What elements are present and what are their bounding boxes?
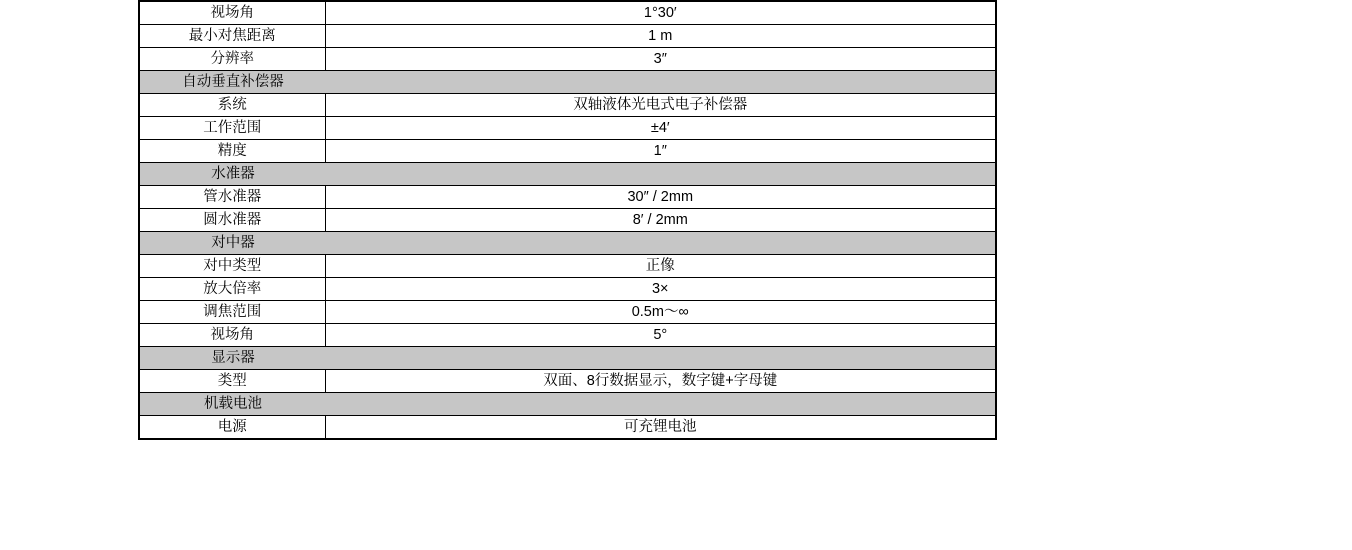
spec-value: 5° xyxy=(325,324,996,347)
spec-label: 类型 xyxy=(139,370,325,393)
spec-value: 双面、8行数据显示，数字键+字母键 xyxy=(325,370,996,393)
spec-row xyxy=(139,94,996,117)
section-header-label: 自动垂直补偿器 xyxy=(182,74,284,90)
spec-value: 0.5m～∞ xyxy=(325,301,996,324)
spec-row xyxy=(139,370,996,393)
section-header-row xyxy=(139,232,996,255)
spec-row xyxy=(139,278,996,301)
spec-value: 正像 xyxy=(325,255,996,278)
section-header-cell xyxy=(139,163,996,186)
spec-row xyxy=(139,255,996,278)
section-header-label: 显示器 xyxy=(211,350,255,366)
spec-row xyxy=(139,25,996,48)
spec-row xyxy=(139,1,996,25)
spec-label: 分辨率 xyxy=(139,48,325,71)
spec-label: 管水准器 xyxy=(139,186,325,209)
section-header-label: 对中器 xyxy=(211,235,255,251)
spec-row xyxy=(139,416,996,440)
section-header-label: 机载电池 xyxy=(204,396,262,412)
spec-value: 30″ / 2mm xyxy=(325,186,996,209)
spec-value: 1°30′ xyxy=(325,1,996,25)
spec-label: 视场角 xyxy=(139,324,325,347)
section-header-row xyxy=(139,71,996,94)
spec-label: 圆水准器 xyxy=(139,209,325,232)
spec-row xyxy=(139,301,996,324)
spec-row xyxy=(139,140,996,163)
spec-label: 最小对焦距离 xyxy=(139,25,325,48)
spec-label: 系统 xyxy=(139,94,325,117)
spec-value: 1 m xyxy=(325,25,996,48)
section-header-cell xyxy=(139,393,996,416)
spec-label: 工作范围 xyxy=(139,117,325,140)
section-header-cell xyxy=(139,71,996,94)
section-header-row xyxy=(139,347,996,370)
spec-row xyxy=(139,48,996,71)
spec-label: 调焦范围 xyxy=(139,301,325,324)
spec-label: 视场角 xyxy=(139,1,325,25)
spec-value: 可充锂电池 xyxy=(325,416,996,440)
spec-row xyxy=(139,209,996,232)
spec-label: 精度 xyxy=(139,140,325,163)
spec-label: 对中类型 xyxy=(139,255,325,278)
spec-row xyxy=(139,324,996,347)
spec-label: 电源 xyxy=(139,416,325,440)
spec-value: 双轴液体光电式电子补偿器 xyxy=(325,94,996,117)
spec-value: ±4′ xyxy=(325,117,996,140)
spec-row xyxy=(139,117,996,140)
section-header-row xyxy=(139,163,996,186)
spec-value: 3″ xyxy=(325,48,996,71)
section-header-row xyxy=(139,393,996,416)
section-header-label: 水准器 xyxy=(211,166,255,182)
spec-value: 8′ / 2mm xyxy=(325,209,996,232)
spec-value: 3× xyxy=(325,278,996,301)
section-header-cell xyxy=(139,347,996,370)
section-header-cell xyxy=(139,232,996,255)
spec-label: 放大倍率 xyxy=(139,278,325,301)
spec-table xyxy=(138,0,997,440)
spec-row xyxy=(139,186,996,209)
spec-value: 1″ xyxy=(325,140,996,163)
